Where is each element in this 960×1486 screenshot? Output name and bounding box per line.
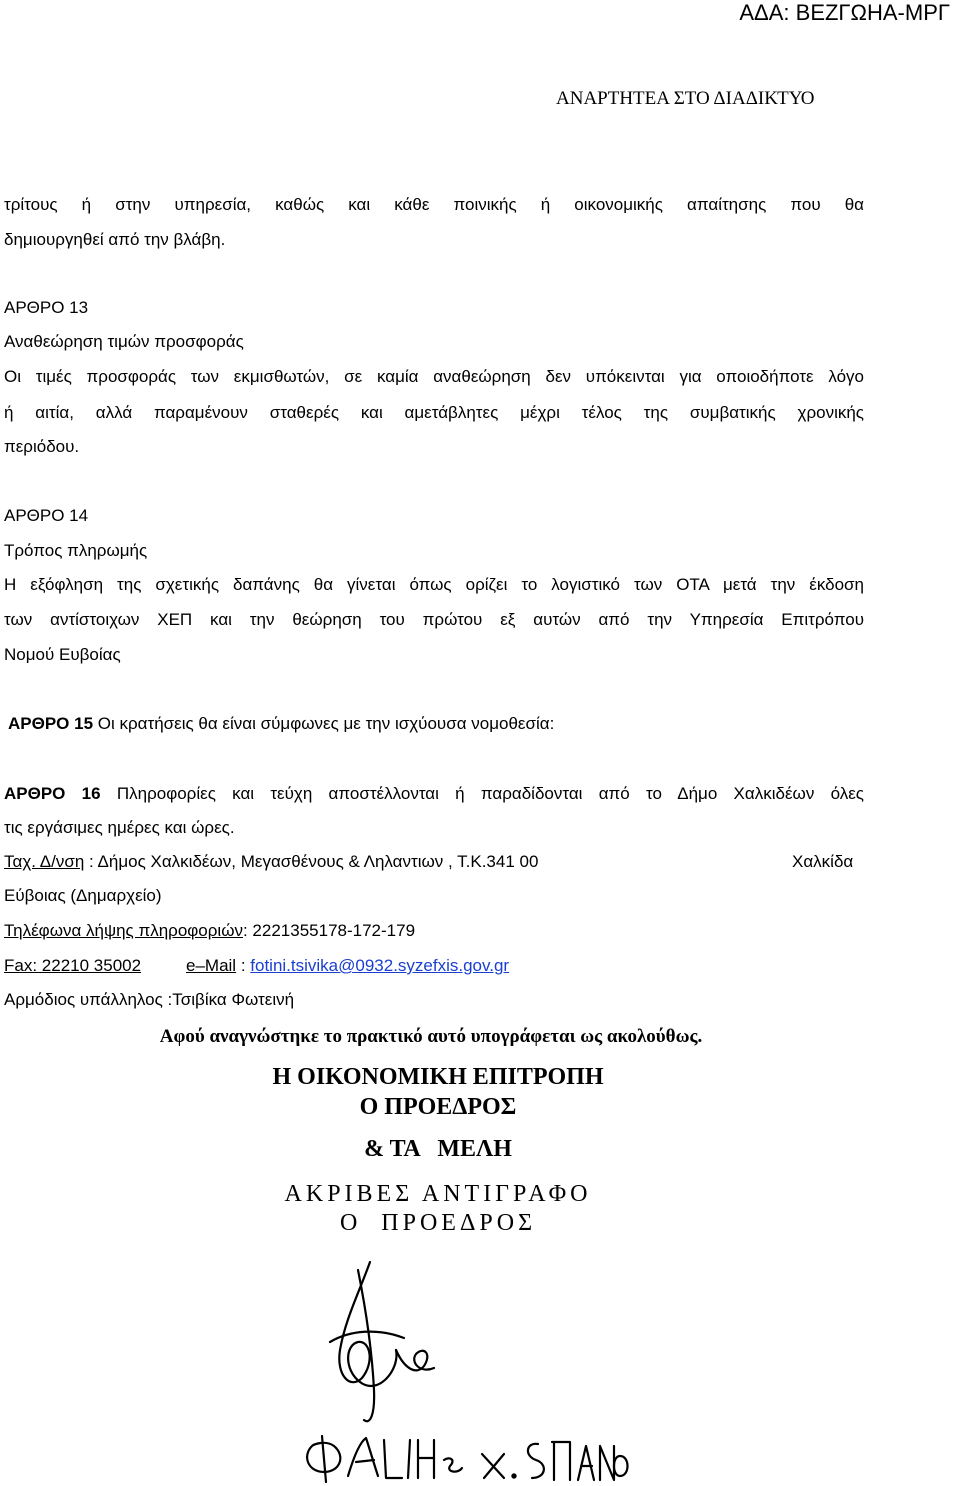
address-line — [4, 852, 538, 872]
address-label: Ταχ. Δ/νση — [4, 852, 85, 871]
intro-line-2: δημιουργηθεί από την βλάβη. — [4, 230, 226, 249]
fax-number: Fax: 22210 35002 — [4, 956, 142, 975]
ada-code: ΑΔΑ: ΒΕΖΓΩΗΑ-ΜΡΓ — [739, 0, 950, 25]
article-13-line-2: ή αιτία, αλλά παραμένουν σταθερές και αμετάβλητες μέχρι τέλος της συμβατικής χρονικής — [4, 403, 864, 422]
members-title: & ΤΑ ΜΕΛΗ — [364, 1136, 512, 1162]
email-label: e–Mail — [186, 956, 237, 975]
address-line-2: Εύβοιας (Δημαρχείο) — [4, 886, 162, 905]
article-16-line-1 — [4, 784, 864, 804]
article-13-title: Αναθεώρηση τιμών προσφοράς — [4, 332, 244, 351]
true-copy-president: Ο ΠΡΟΕΔΡΟΣ — [339, 1210, 537, 1236]
article-16-text-1: Πληροφορίες και τεύχη αποστέλλονται ή παραδίδονται από το Δήμο Χαλκιδέων όλες — [100, 784, 864, 803]
post-notice: ΑΝΑΡΤΗΤΕΑ ΣΤΟ ΔΙΑΔΙΚΤΥΟ — [556, 88, 815, 109]
true-copy-title: ΑΚΡΙΒΕΣ ΑΝΤΙΓΡΑΦΟ — [284, 1181, 592, 1207]
signature-image — [300, 1250, 630, 1486]
email-separator: : — [236, 956, 251, 975]
article-13-heading: ΑΡΘΡΟ 13 — [4, 298, 89, 317]
article-14-line-1: Η εξόφληση της σχετικής δαπάνης θα γίνεται όπως ορίζει το λογιστικό των ΟΤΑ μετά την έκδοση — [4, 575, 864, 594]
intro-line-1: τρίτους ή στην υπηρεσία, καθώς και κάθε ποινικής ή οικονομικής απαίτησης που θα — [4, 195, 864, 214]
article-14-line-2: των αντίστοιχων ΧΕΠ και την θεώρηση του πρώτου εξ αυτών από την Υπηρεσία Επιτρόπου — [4, 610, 864, 629]
email-link[interactable]: fotini.tsivika@0932.syzefxis.gov.gr — [250, 956, 510, 975]
article-16-heading: ΑΡΘΡΟ 16 — [4, 784, 101, 803]
article-15 — [8, 714, 554, 734]
president-title: Ο ΠΡΟΕΔΡΟΣ — [359, 1094, 517, 1120]
article-14-heading: ΑΡΘΡΟ 14 — [4, 506, 89, 525]
officer-line: Αρμόδιος υπάλληλος :Τσιβίκα Φωτεινή — [4, 990, 295, 1009]
closing-statement: Αφού αναγνώστηκε το πρακτικό αυτό υπογράφεται ως ακολούθως. — [159, 1026, 703, 1047]
phone-value: : 2221355178-172-179 — [242, 921, 416, 940]
article-13-line-3: περιόδου. — [4, 437, 80, 456]
article-15-text: Οι κρατήσεις θα είναι σύμφωνες με την ισχύουσα νομοθεσία: — [93, 714, 555, 733]
address-value: : Δήμος Χαλκιδέων, Μεγασθένους & Ληλαντιων , Τ.Κ.341 00 — [84, 852, 539, 871]
address-city: Χαλκίδα — [792, 852, 854, 871]
email-line — [186, 956, 509, 976]
article-14-line-3: Νομού Ευβοίας — [4, 645, 121, 664]
fax-line — [4, 956, 141, 976]
phone-line — [4, 921, 415, 941]
article-14-title: Τρόπος πληρωμής — [4, 541, 148, 560]
article-15-heading: ΑΡΘΡΟ 15 — [8, 714, 94, 733]
committee-title: Η ΟΙΚΟΝΟΜΙΚΗ ΕΠΙΤΡΟΠΗ — [272, 1064, 604, 1090]
phone-label: Τηλέφωνα λήψης πληροφοριών — [4, 921, 243, 940]
article-13-line-1: Οι τιμές προσφοράς των εκμισθωτών, σε καμία αναθεώρηση δεν υπόκεινται για οποιοδήποτε λόγο — [4, 367, 864, 386]
signature-name — [0, 0, 1, 1]
article-16-line-2: τις εργάσιμες ημέρες και ώρες. — [4, 818, 235, 837]
